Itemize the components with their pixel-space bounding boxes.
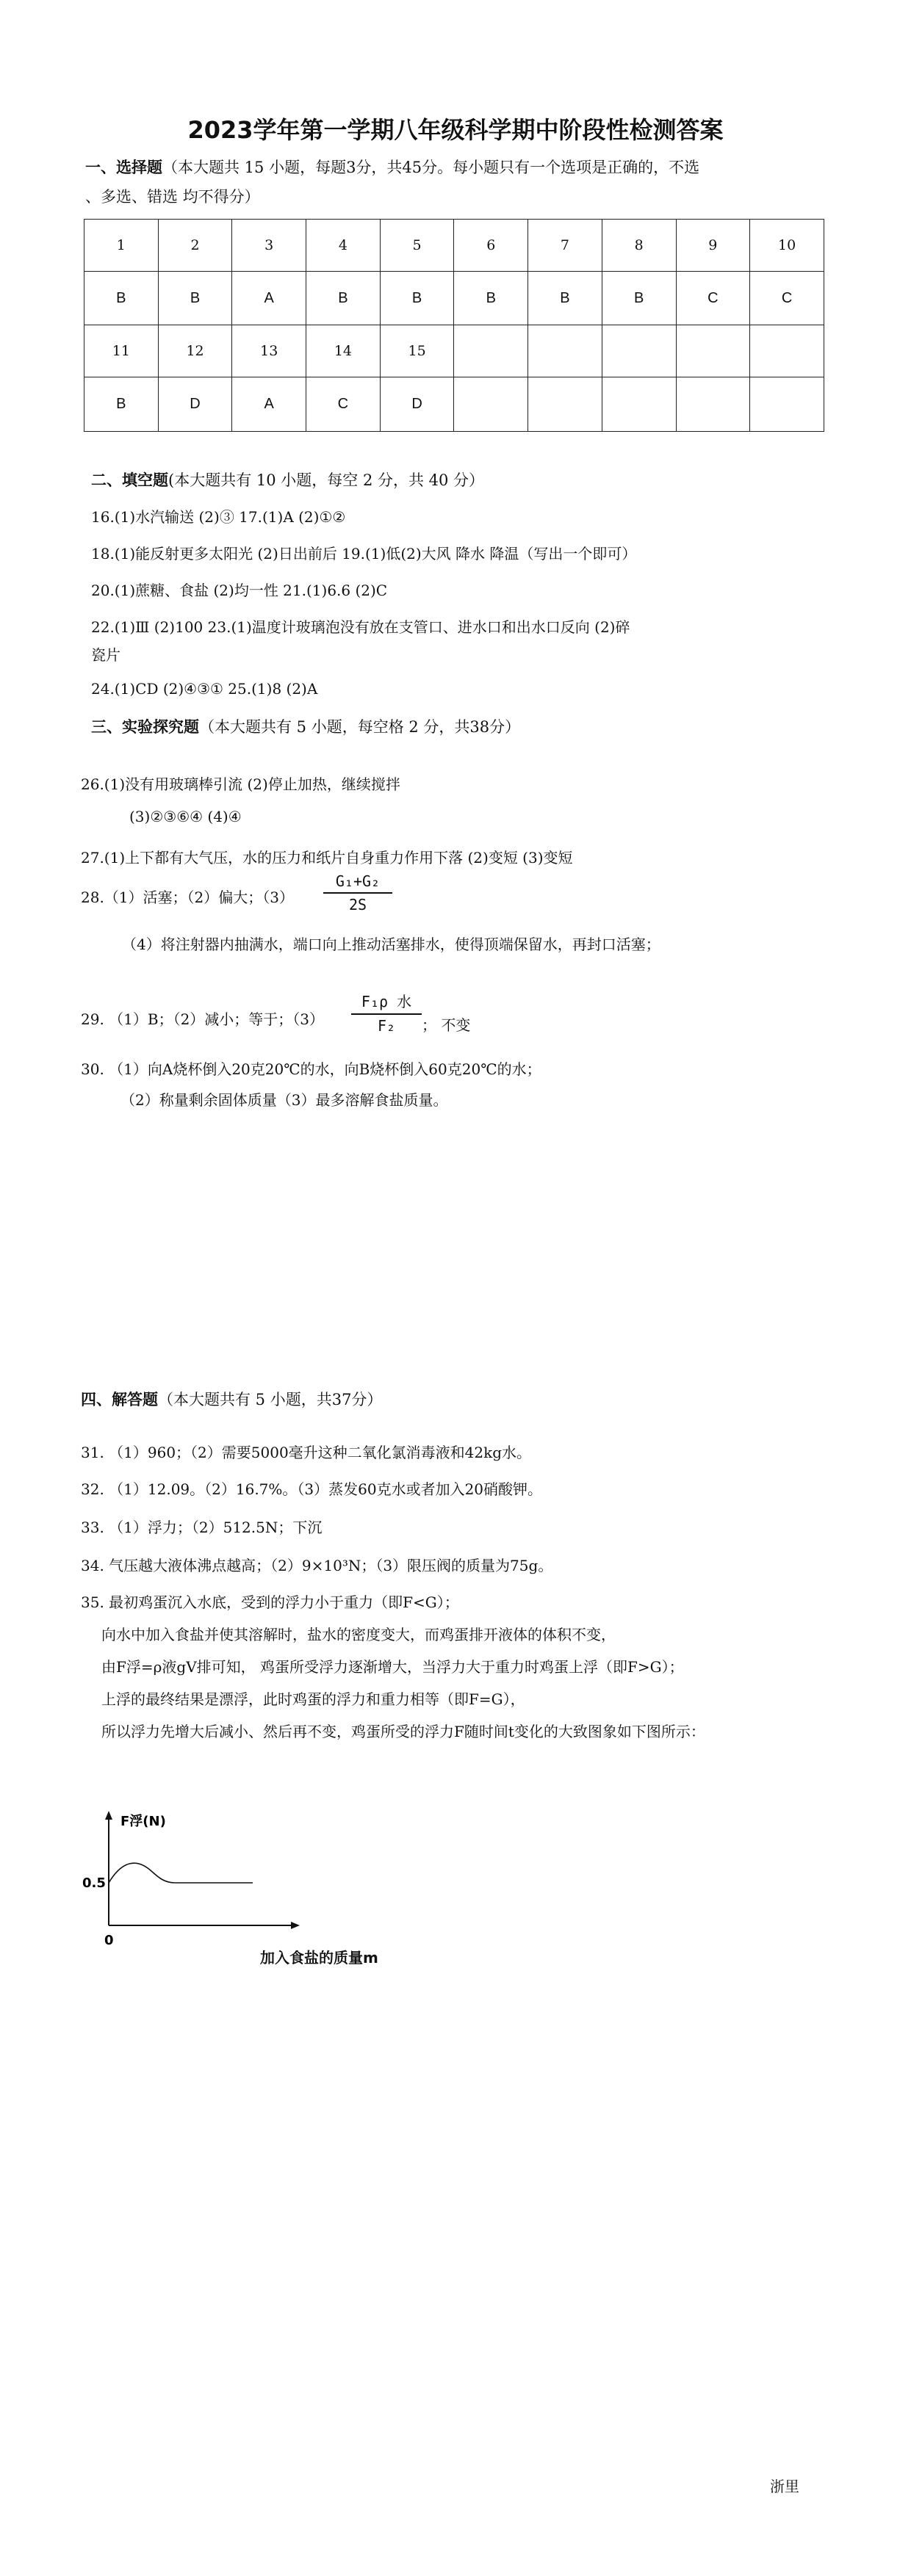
- table-cell: 10: [750, 220, 824, 272]
- table-cell: 7: [528, 220, 602, 272]
- section2-header: [91, 468, 484, 491]
- answer-line: 20.(1)蔗糖、食盐 (2)均一性 21.(1)6.6 (2)C: [91, 582, 388, 599]
- table-cell: 12: [158, 325, 232, 377]
- answer-line: 由F浮=ρ液gV排可知， 鸡蛋所受浮力逐渐增大，当浮力大于重力时鸡蛋上浮（即F>G）；: [101, 1658, 684, 1676]
- answer-line: 28.（1）活塞；（2）偏大；（3）: [81, 889, 294, 906]
- section4-heading: 四、解答题: [81, 1391, 158, 1408]
- table-cell: D: [380, 377, 454, 432]
- x-axis-arrow: [291, 1922, 300, 1929]
- table-cell: A: [232, 377, 306, 432]
- answer-line: 33. （1）浮力；（2）512.5N；下沉: [81, 1519, 323, 1536]
- y-tick-label: 0.5: [82, 1875, 106, 1891]
- table-cell: 9: [676, 220, 750, 272]
- table-cell: B: [158, 271, 232, 325]
- y-axis-arrow: [105, 1811, 112, 1820]
- table-cell: B: [84, 377, 159, 432]
- table-cell: 4: [306, 220, 381, 272]
- table-cell: 11: [84, 325, 159, 377]
- answer-line: 31. （1）960；（2）需要5000毫升这种二氧化氯消毒液和42kg水。: [81, 1444, 532, 1461]
- table-cell: 15: [380, 325, 454, 377]
- table-cell: B: [84, 271, 159, 325]
- q28-fraction: [323, 872, 392, 913]
- table-cell: [676, 377, 750, 432]
- answer-table: [84, 219, 824, 432]
- fraction-bar: [351, 1013, 422, 1015]
- section1-desc: （本大题共 15 小题，每题3分，共45分。每小题只有一个选项是正确的，不选: [162, 159, 700, 176]
- section2-heading: 二、填空题: [91, 471, 168, 489]
- table-cell: [528, 377, 602, 432]
- answer-line: (3)②③⑥④ (4)④: [129, 808, 242, 825]
- answer-line: 26.(1)没有用玻璃棒引流 (2)停止加热，继续搅拌: [81, 775, 400, 793]
- table-row-answers-1: [84, 271, 824, 325]
- table-cell: [602, 325, 676, 377]
- section1-header: [85, 156, 699, 178]
- table-cell: [602, 377, 676, 432]
- buoyancy-graph: [73, 1806, 323, 1953]
- table-cell: [750, 377, 824, 432]
- x-axis-label: 加入食盐的质量m: [260, 1949, 378, 1967]
- answer-line: 27.(1)上下都有大气压，水的压力和纸片自身重力作用下落 (2)变短 (3)变短: [81, 849, 573, 866]
- buoyancy-curve: [109, 1863, 253, 1883]
- section3-heading: 三、实验探究题: [91, 718, 199, 736]
- answer-line: 24.(1)CD (2)④③① 25.(1)8 (2)A: [91, 680, 318, 698]
- answer-line: 35. 最初鸡蛋沉入水底，受到的浮力小于重力（即F<G）；: [81, 1593, 459, 1611]
- table-row-nums-2: [84, 325, 824, 377]
- table-row-nums-1: [84, 220, 824, 272]
- table-cell: C: [306, 377, 381, 432]
- table-cell: B: [602, 271, 676, 325]
- fraction-denominator: 2S: [348, 896, 367, 913]
- section1-desc-cont: 、多选、错选 均不得分）: [85, 188, 260, 206]
- answer-line: ； 不变: [422, 1016, 471, 1034]
- table-cell: C: [676, 271, 750, 325]
- fraction-bar: [323, 892, 392, 894]
- table-cell: [454, 325, 528, 377]
- answer-line: （4）将注射器内抽满水，端口向上推动活塞排水，使得顶端保留水，再封口活塞；: [122, 936, 660, 953]
- fraction-numerator: G₁+G₂: [335, 872, 381, 890]
- section3-desc: （本大题共有 5 小题，每空格 2 分，共38分）: [199, 718, 521, 736]
- answer-line: 32. （1）12.09。（2）16.7%。（3）蒸发60克水或者加入20硝酸钾。: [81, 1480, 543, 1498]
- page-title: 2023学年第一学期八年级科学期中阶段性检测答案: [187, 116, 724, 144]
- table-cell: D: [158, 377, 232, 432]
- table-cell: 8: [602, 220, 676, 272]
- answer-line: 22.(1)Ⅲ (2)100 23.(1)温度计玻璃泡没有放在支管口、进水口和出水口反向 (2)碎: [91, 618, 630, 636]
- table-cell: 2: [158, 220, 232, 272]
- table-cell: B: [380, 271, 454, 325]
- table-cell: [454, 377, 528, 432]
- table-cell: 14: [306, 325, 381, 377]
- section1-heading: 一、选择题: [85, 159, 162, 176]
- table-row-answers-2: [84, 377, 824, 432]
- fraction-numerator: F₁ρ 水: [361, 993, 412, 1010]
- table-cell: C: [750, 271, 824, 325]
- answer-line: 30. （1）向A烧杯倒入20克20℃的水，向B烧杯倒入60克20℃的水；: [81, 1060, 541, 1078]
- table-cell: [676, 325, 750, 377]
- table-cell: 1: [84, 220, 159, 272]
- y-axis-label: F浮(N): [120, 1814, 166, 1829]
- table-cell: [528, 325, 602, 377]
- answer-line: 29. （1）B；（2）减小；等于；（3）: [81, 1010, 325, 1028]
- table-cell: 5: [380, 220, 454, 272]
- answer-line: 所以浮力先增大后减小、然后再不变，鸡蛋所受的浮力F随时间t变化的大致图象如下图所示：: [101, 1723, 705, 1740]
- answer-line: 瓷片: [91, 646, 120, 664]
- answer-line: 34. 气压越大液体沸点越高；（2）9×10³N；（3）限压阀的质量为75g。: [81, 1557, 553, 1574]
- section4-desc: （本大题共有 5 小题，共37分）: [158, 1391, 383, 1408]
- answer-line: （2）称量剩余固体质量（3）最多溶解食盐质量。: [120, 1091, 448, 1109]
- table-cell: A: [232, 271, 306, 325]
- table-cell: B: [454, 271, 528, 325]
- answer-line: 18.(1)能反射更多太阳光 (2)日出前后 19.(1)低(2)大风 降水 降温（写出一个即可）: [91, 545, 637, 562]
- section2-desc: (本大题共有 10 小题，每空 2 分，共 40 分）: [168, 471, 485, 489]
- answer-line: 向水中加入食盐并使其溶解时，盐水的密度变大，而鸡蛋排开液体的体积不变，: [101, 1626, 616, 1643]
- table-cell: 13: [232, 325, 306, 377]
- origin-label: 0: [104, 1933, 114, 1948]
- answer-line: 16.(1)水汽输送 (2)③ 17.(1)A (2)①②: [91, 508, 346, 526]
- answer-line: 上浮的最终结果是漂浮，此时鸡蛋的浮力和重力相等（即F=G），: [101, 1690, 525, 1708]
- fraction-denominator: F₂: [377, 1017, 396, 1035]
- table-cell: 6: [454, 220, 528, 272]
- section3-header: [91, 715, 520, 737]
- section4-header: [81, 1388, 382, 1410]
- table-cell: [750, 325, 824, 377]
- table-cell: B: [306, 271, 381, 325]
- table-cell: 3: [232, 220, 306, 272]
- table-cell: B: [528, 271, 602, 325]
- footer-mark: 浙里: [770, 2478, 799, 2495]
- q29-fraction: [351, 990, 422, 1035]
